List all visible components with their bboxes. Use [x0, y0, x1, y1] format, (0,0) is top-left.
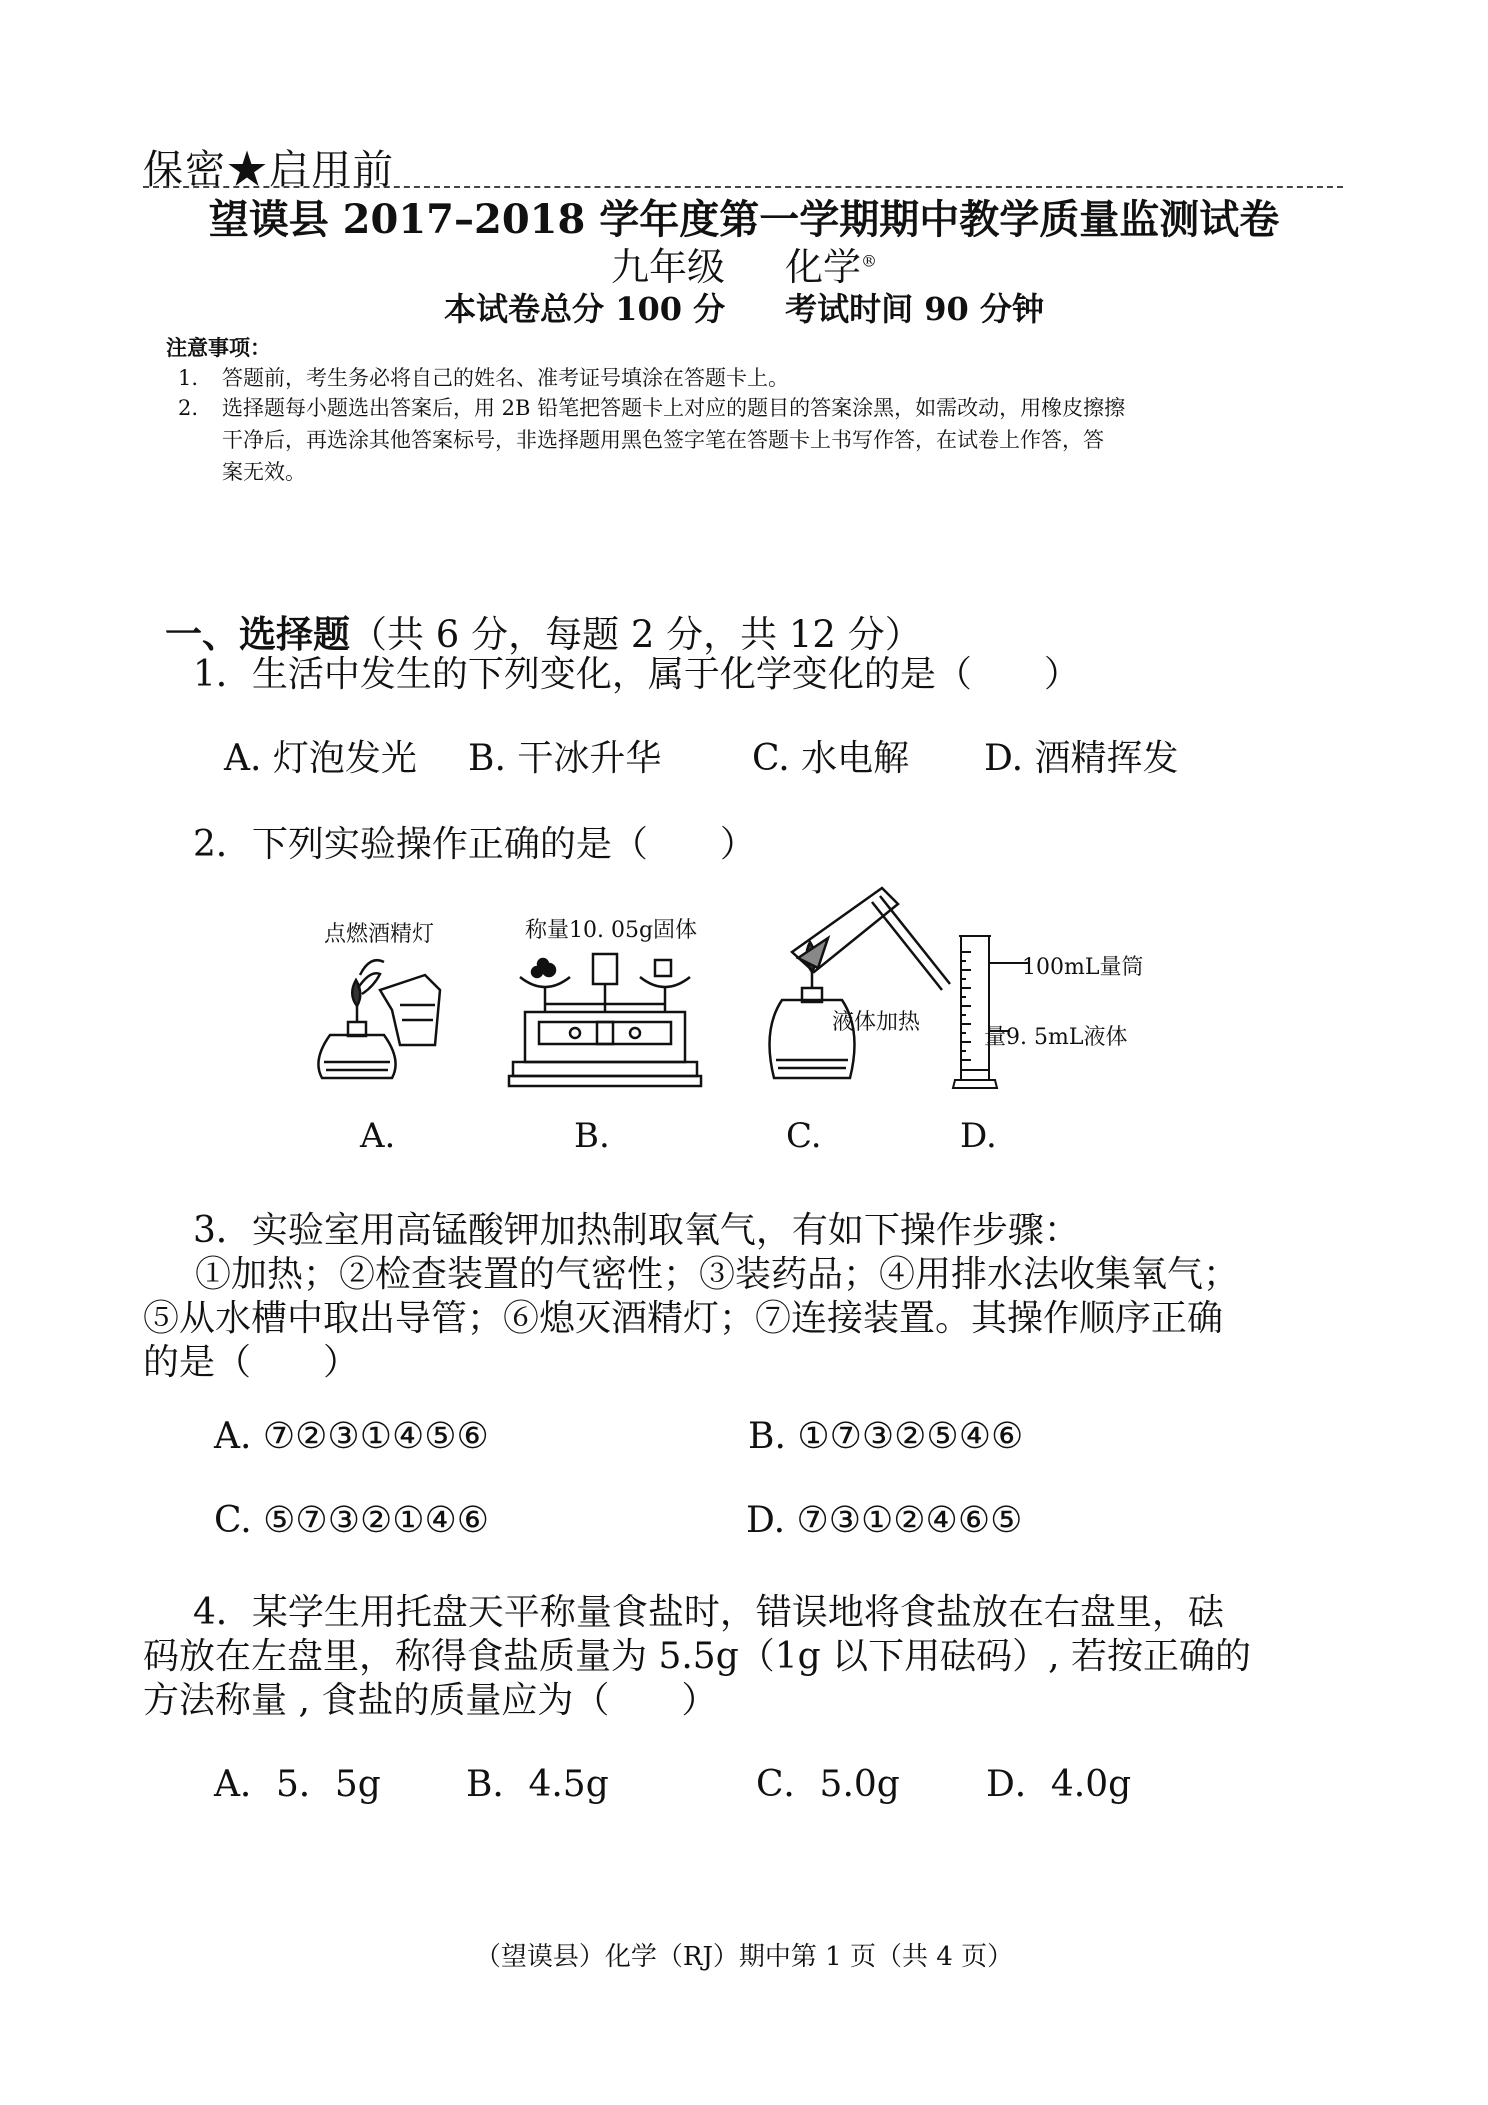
grade: 九年级	[610, 245, 725, 289]
alcohol-lamp-lighting-figure	[300, 950, 460, 1090]
fig-d-label: 100mL量筒	[1022, 955, 1144, 980]
notice-heading: 注意事项：	[166, 335, 271, 360]
exam-title: 望谟县 2017–2018 学年度第一学期期中教学质量监测试卷	[208, 196, 1280, 243]
section-name: 一、选择题	[165, 612, 350, 656]
q4-option-a: A．5．5g	[214, 1764, 381, 1805]
confidential-mark: 保密★启用前	[143, 147, 395, 193]
fig-a-label: 点燃酒精灯	[324, 922, 435, 947]
question-4-stem-line1: 4．某学生用托盘天平称量食盐时，错误地将食盐放在右盘里，砝	[193, 1592, 1224, 1633]
fig-b-label: 称量10. 05g固体	[525, 918, 698, 943]
question-3-stem-line3: ⑤从水槽中取出导管；⑥熄灭酒精灯；⑦连接装置。其操作顺序正确	[143, 1298, 1224, 1339]
q4-option-b: B．4.5g	[466, 1764, 609, 1805]
q3-option-b: B. ①⑦③②⑤④⑥	[748, 1416, 1024, 1457]
question-3-stem-line4: 的是（ ）	[143, 1342, 360, 1383]
grade-subject	[0, 236, 1488, 291]
notice-text: 选择题每小题选出答案后，用 2B 铅笔把答题卡上对应的题目的答案涂黑，如需改动，用橡皮擦擦	[222, 396, 1126, 420]
total-score: 本试卷总分 100 分	[444, 290, 726, 328]
notice-text-cont: 干净后，再选涂其他答案标号，非选择题用黑色签字笔在答题卡上书写作答，在试卷上作答，答	[222, 428, 1104, 452]
q4-option-c: C．5.0g	[756, 1764, 900, 1805]
fig-c-label: 液体加热	[832, 1010, 921, 1035]
notice-text: 答题前，考生务必将自己的姓名、准考证号填涂在答题卡上。	[222, 366, 789, 390]
fig-a-letter: A.	[360, 1116, 396, 1156]
notice-item-1	[178, 362, 789, 392]
question-4-stem-line3: 方法称量 , 食盐的质量应为（ ）	[143, 1680, 718, 1721]
test-tube-heating-figure	[752, 880, 982, 1095]
fig-c-letter: C.	[786, 1116, 822, 1156]
question-4-stem-line2: 码放在左盘里，称得食盐质量为 5.5g（1g 以下用砝码）, 若按正确的	[143, 1636, 1252, 1677]
exam-info	[0, 284, 1488, 330]
fig-b-letter: B.	[574, 1116, 610, 1156]
q1-option-d: D. 酒精挥发	[984, 738, 1179, 779]
balance-figure	[505, 942, 705, 1092]
subject: 化学	[785, 245, 862, 289]
q1-option-b: B. 干冰升华	[468, 738, 662, 779]
q3-option-a: A. ⑦②③①④⑤⑥	[214, 1416, 489, 1457]
exam-time: 考试时间 90 分钟	[785, 290, 1044, 328]
q1-option-a: A. 灯泡发光	[224, 738, 417, 779]
q3-option-c: C. ⑤⑦③②①④⑥	[214, 1500, 490, 1541]
question-1-stem: 1．生活中发生的下列变化，属于化学变化的是（ ）	[193, 654, 1080, 695]
fig-d-label2: 量9. 5mL液体	[984, 1025, 1128, 1050]
subject-mark: ®	[861, 251, 878, 271]
question-3-stem-line2: ①加热；②检查装置的气密性；③装药品；④用排水法收集氧气；	[195, 1254, 1240, 1295]
question-2-stem: 2．下列实验操作正确的是（ ）	[193, 824, 756, 865]
q3-option-d: D. ⑦③①②④⑥⑤	[746, 1500, 1023, 1541]
section-note: （共 6 分，每题 2 分，共 12 分）	[350, 613, 922, 656]
question-3-stem-line1: 3．实验室用高锰酸钾加热制取氧气，有如下操作步骤：	[193, 1210, 1080, 1251]
q1-option-c: C. 水电解	[752, 738, 910, 779]
notice-item-2	[178, 392, 1125, 422]
page-footer: （望谟县）化学（RJ）期中第 1 页（共 4 页）	[474, 1942, 1014, 1972]
fig-d-letter: D.	[960, 1116, 997, 1156]
q4-option-d: D．4.0g	[986, 1764, 1132, 1805]
notice-text-cont: 案无效。	[222, 460, 306, 484]
notice-num: 2.	[178, 396, 199, 420]
notice-num: 1.	[178, 366, 199, 390]
